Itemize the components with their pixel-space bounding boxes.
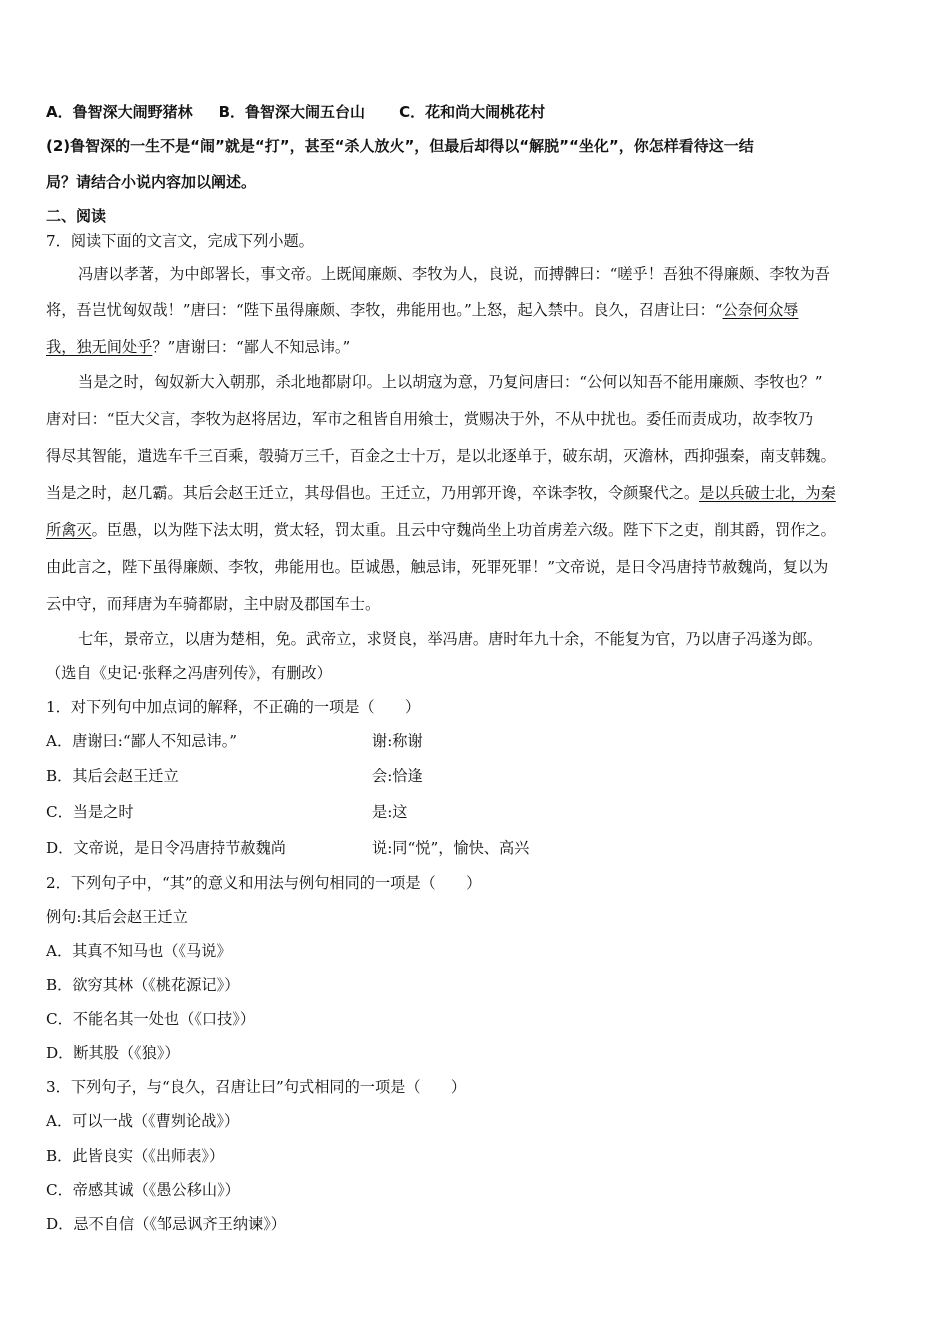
answer-choices-line [46, 102, 545, 122]
option-label: A．唐谢曰:“鄙人不知忌讳。” [46, 732, 238, 750]
sub-question-1-option-d [46, 838, 530, 858]
passage-text: 。臣愚，以为陛下法太明，赏太轻，罚太重。且云中守魏尚坐上功首虏差六级。陛下下之吏，削其爵，罚作之。 [91, 521, 836, 539]
passage-line: 得尽其智能，遣选车千三百乘，彀骑万三千，百金之士十万，是以北逐单于，破东胡，灭澹林，西抑强秦，南支韩魏。 [46, 447, 836, 465]
choice-b: B．鲁智深大闹五台山 [218, 103, 366, 121]
option-label: C．当是之时 [46, 803, 134, 821]
question-2-line-2: 局？请结合小说内容加以阐述。 [46, 173, 257, 191]
passage-line [46, 483, 836, 503]
passage-line: 云中守，而拜唐为车骑都尉，主中尉及郡国车士。 [46, 595, 381, 613]
sub-question-2-option-c: C．不能名其一处也（《口技》） [46, 1010, 256, 1028]
passage-source: （选自《史记·张释之冯唐列传》，有删改） [46, 664, 332, 682]
sub-question-3-option-b: B．此皆良实（《出师表》） [46, 1147, 225, 1165]
sub-question-2-option-b: B．欲穷其林（《桃花源记》） [46, 976, 240, 994]
sub-question-1-option-c [46, 802, 408, 822]
option-gloss: 会:恰逢 [372, 767, 423, 785]
sub-question-2-option-a: A．其真不知马也（《马说》 [46, 942, 232, 960]
option-label: D．文帝说，是日令冯唐持节赦魏尚 [46, 839, 286, 857]
underlined-sentence: 所禽灭 [46, 521, 92, 539]
option-label: B．其后会赵王迁立 [46, 767, 179, 785]
passage-line: 七年，景帝立，以唐为楚相，免。武帝立，求贤良，举冯唐。唐时年九十余，不能复为官，乃以唐子冯遂为郎。 [78, 630, 823, 648]
passage-line: 由此言之，陛下虽得廉颇、李牧，弗能用也。臣诚愚，触忌讳，死罪死罪！”文帝说，是日令冯唐持节赦魏尚，复以为 [46, 558, 829, 576]
sub-question-1-option-b [46, 766, 423, 786]
choice-c: C．花和尚大闹桃花村 [399, 103, 546, 121]
question-7-intro: 7．阅读下面的文言文，完成下列小题。 [46, 232, 314, 250]
passage-line [46, 337, 350, 357]
sub-question-3-option-c: C．帝感其诚（《愚公移山》） [46, 1181, 240, 1199]
choice-a: A．鲁智深大闹野猪林 [46, 103, 193, 121]
option-gloss: 谢:称谢 [372, 732, 423, 750]
option-gloss: 说:同“悦”，愉快、高兴 [372, 839, 530, 857]
section-title: 二、阅读 [46, 207, 107, 225]
sub-question-1-option-a [46, 731, 423, 751]
underlined-sentence: 我，独无间处乎 [46, 338, 153, 356]
passage-line: 冯唐以孝著，为中郎署长，事文帝。上既闻廉颇、李牧为人，良说，而搏髀曰：“嗟乎！吾独不得廉颇、李牧为吾 [78, 265, 830, 283]
underlined-sentence: 公奈何众辱 [722, 301, 799, 319]
passage-text: 当是之时，赵几霸。其后会赵王迁立，其母倡也。王迁立，乃用郭开谗，卒诛李牧，令颜聚代之。 [46, 484, 700, 502]
sub-question-2-stem: 2．下列句子中，“其”的意义和用法与例句相同的一项是（ ） [46, 874, 482, 892]
passage-line [46, 520, 836, 540]
passage-line: 唐对曰：“臣大父言，李牧为赵将居边，军市之租皆自用飨士，赏赐决于外，不从中扰也。委任而责成功，故李牧乃 [46, 410, 814, 428]
passage-line [46, 300, 798, 320]
passage-line: 当是之时，匈奴新大入朝那，杀北地都尉卬。上以胡寇为意，乃复问唐曰：“公何以知吾不能用廉颇、李牧也？” [78, 373, 823, 391]
passage-text: ？”唐谢曰：“鄙人不知忌讳。” [152, 338, 351, 356]
question-2-line-1: (2)鲁智深的一生不是“闹”就是“打”，甚至“杀人放火”，但最后却得以“解脱”“坐化”，你怎样看待这一结 [46, 137, 754, 155]
sub-question-2-option-d: D．断其股（《狼》） [46, 1044, 180, 1062]
sub-question-1-stem: 1．对下列句中加点词的解释，不正确的一项是（ ） [46, 698, 421, 716]
sub-question-2-example: 例句:其后会赵王迁立 [46, 908, 188, 926]
sub-question-3-option-a: A．可以一战（《曹刿论战》） [46, 1112, 240, 1130]
passage-text: 将，吾岂忧匈奴哉！”唐曰：“陛下虽得廉颇、李牧，弗能用也。”上怒，起入禁中。良久，召唐让曰：“ [46, 301, 723, 319]
option-gloss: 是:这 [372, 803, 408, 821]
sub-question-3-option-d: D．忌不自信（《邹忌讽齐王纳谏》） [46, 1215, 286, 1233]
underlined-sentence: 是以兵破士北，为秦 [699, 484, 836, 502]
sub-question-3-stem: 3．下列句子，与“良久，召唐让曰”句式相同的一项是（ ） [46, 1078, 467, 1096]
